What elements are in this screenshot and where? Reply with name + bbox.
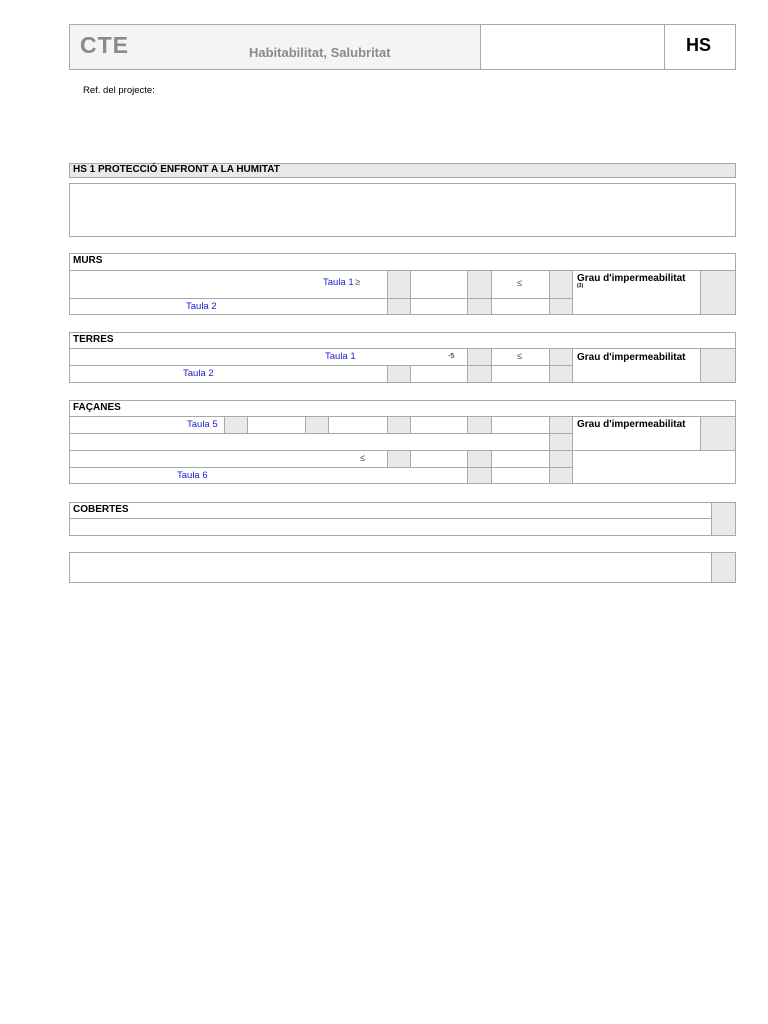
header-subtitle: Habitabilitat, Salubritat (249, 45, 391, 60)
hs1-description-box[interactable] (69, 183, 736, 237)
facanes-grau-input[interactable] (700, 417, 735, 450)
terres-exponent: -5 (448, 353, 455, 360)
facanes-input-1[interactable] (225, 417, 247, 433)
facanes-input-3[interactable] (388, 417, 410, 433)
facanes-leq-symbol: ≤ (360, 453, 366, 464)
terres-input-5[interactable] (550, 366, 572, 382)
terres-leq-symbol: ≤ (517, 351, 523, 362)
hs1-title: HS 1 PROTECCIÓ ENFRONT A LA HUMITAT (73, 164, 280, 175)
header-middle-cell (480, 24, 665, 70)
murs-geq-symbol: ≥ (355, 277, 361, 288)
murs-input-5[interactable] (468, 299, 491, 314)
terres-input-2[interactable] (550, 349, 572, 365)
murs-input-1[interactable] (388, 271, 410, 298)
facanes-input-5[interactable] (550, 417, 572, 433)
facanes-taula5-link[interactable]: Taula 5 (187, 419, 218, 430)
facanes-grau-label: Grau d'impermeabilitat (577, 419, 686, 430)
murs-grau-input[interactable] (700, 271, 735, 314)
notes-box-input[interactable] (712, 553, 735, 582)
facanes-input-10[interactable] (468, 468, 491, 483)
murs-taula1-link[interactable]: Taula 1 (323, 277, 354, 288)
murs-input-2[interactable] (468, 271, 491, 298)
project-ref-label: Ref. del projecte: (83, 85, 155, 96)
murs-grau-note: (3) (577, 283, 584, 289)
murs-input-6[interactable] (550, 299, 572, 314)
murs-taula2-link[interactable]: Taula 2 (186, 301, 217, 312)
facanes-title: FAÇANES (73, 402, 121, 413)
facanes-input-4[interactable] (468, 417, 491, 433)
terres-taula1-link[interactable]: Taula 1 (325, 351, 356, 362)
terres-grau-input[interactable] (700, 349, 735, 382)
terres-grau-label: Grau d'impermeabilitat (577, 352, 686, 363)
murs-leq-symbol: ≤ (517, 278, 523, 289)
facanes-section (69, 400, 736, 484)
terres-input-1[interactable] (468, 349, 491, 365)
terres-taula2-link[interactable]: Taula 2 (183, 368, 214, 379)
facanes-input-6[interactable] (550, 434, 572, 450)
header-code: HS (686, 35, 712, 55)
murs-input-3[interactable] (550, 271, 572, 298)
cte-logo: CTE (80, 32, 129, 58)
murs-input-4[interactable] (388, 299, 410, 314)
cobertes-section (69, 502, 736, 536)
terres-input-4[interactable] (468, 366, 491, 382)
cobertes-input[interactable] (712, 503, 735, 535)
facanes-input-2[interactable] (306, 417, 328, 433)
cobertes-title: COBERTES (73, 504, 129, 515)
facanes-input-8[interactable] (468, 451, 491, 467)
notes-box[interactable] (69, 552, 736, 583)
facanes-input-7[interactable] (388, 451, 410, 467)
facanes-input-11[interactable] (550, 468, 572, 483)
murs-grau-label: Grau d'impermeabilitat (577, 273, 686, 284)
facanes-taula6-link[interactable]: Taula 6 (177, 470, 208, 481)
facanes-input-9[interactable] (550, 451, 572, 467)
murs-title: MURS (73, 255, 103, 266)
terres-input-3[interactable] (388, 366, 410, 382)
terres-title: TERRES (73, 334, 114, 345)
